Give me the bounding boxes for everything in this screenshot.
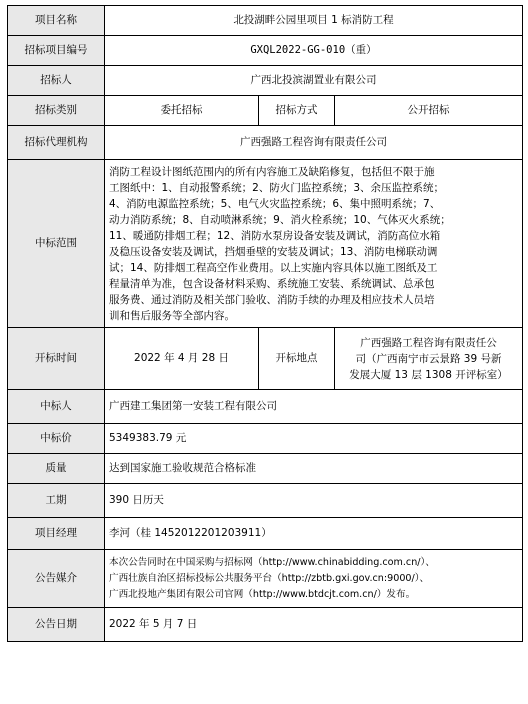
tender-method-label: 招标方式 bbox=[259, 96, 335, 126]
scope-label: 中标范围 bbox=[8, 160, 105, 328]
tender-no-value: GXQL2022-GG-010（重） bbox=[105, 36, 523, 66]
row-project-name bbox=[8, 6, 523, 36]
date-value: 2022 年 5 月 7 日 bbox=[105, 608, 523, 642]
price-label: 中标价 bbox=[8, 424, 105, 454]
scope-value: 消防工程设计图纸范围内的所有内容施工及缺陷修复，包括但不限于施 工图纸中：1、自动报警系统；2、防火门监控系统；3、余压监控系统； 4、消防电源监控系统；5、电气火灾监控系统；6、集中照明系统；7、 动力消防系统；8、自动喷淋系统；9、消火栓系统；10、气体灭火系统； 11、暖通防排烟工程；12、消防水泵房设备安装及调试，消防高位水箱 及稳压设备安装及调试，挡烟垂壁的安装及调试；13、消防电梯联动调 试；14、防排烟工程高空作业费用。以上实施内容具体以施工图纸及工 程量清单为准，包含设备材料采购、系统施工安装、系统调试、总承包 服务费、通过消防及相关部门验收、消防手续的办理及相应技术人员培 训和售后服务等全部内容。 bbox=[105, 160, 523, 328]
row-media bbox=[8, 550, 523, 608]
row-duration bbox=[8, 484, 523, 518]
tenderer-label: 招标人 bbox=[8, 66, 105, 96]
row-quality bbox=[8, 454, 523, 484]
opening-place-label: 开标地点 bbox=[259, 328, 335, 390]
tender-type-label: 招标类别 bbox=[8, 96, 105, 126]
opening-time-label: 开标时间 bbox=[8, 328, 105, 390]
winner-value: 广西建工集团第一安装工程有限公司 bbox=[105, 390, 523, 424]
row-date bbox=[8, 608, 523, 642]
tender-no-label: 招标项目编号 bbox=[8, 36, 105, 66]
date-label: 公告日期 bbox=[8, 608, 105, 642]
opening-time-value: 2022 年 4 月 28 日 bbox=[105, 328, 259, 390]
project-name-label: 项目名称 bbox=[8, 6, 105, 36]
row-tender-no bbox=[8, 36, 523, 66]
price-value: 5349383.79 元 bbox=[105, 424, 523, 454]
award-info-table bbox=[7, 5, 523, 642]
manager-value: 李河（桂 1452012201203911） bbox=[105, 518, 523, 550]
opening-place-value: 广西强路工程咨询有限责任公 司（广西南宁市云景路 39 号新 发展大厦 13 层 1308 开评标室） bbox=[335, 328, 523, 390]
agency-label: 招标代理机构 bbox=[8, 126, 105, 160]
row-agency bbox=[8, 126, 523, 160]
media-value: 本次公告同时在中国采购与招标网（http://www.chinabidding.com.cn/）、 广西壮族自治区招标投标公共服务平台（http://zbtb.gxi.gov.cn:9000/）、 广西北投地产集团有限公司官网（http://www.btdcjt.com.cn/）发布。 bbox=[105, 550, 523, 608]
row-tenderer bbox=[8, 66, 523, 96]
tender-method-value: 公开招标 bbox=[335, 96, 523, 126]
agency-value: 广西强路工程咨询有限责任公司 bbox=[105, 126, 523, 160]
duration-label: 工期 bbox=[8, 484, 105, 518]
project-name-value: 北投湖畔公园里项目 1 标消防工程 bbox=[105, 6, 523, 36]
winner-label: 中标人 bbox=[8, 390, 105, 424]
row-manager bbox=[8, 518, 523, 550]
tenderer-value: 广西北投滨湖置业有限公司 bbox=[105, 66, 523, 96]
row-price bbox=[8, 424, 523, 454]
quality-label: 质量 bbox=[8, 454, 105, 484]
row-winner bbox=[8, 390, 523, 424]
quality-value: 达到国家施工验收规范合格标准 bbox=[105, 454, 523, 484]
duration-value: 390 日历天 bbox=[105, 484, 523, 518]
row-opening bbox=[8, 328, 523, 390]
row-tender-type bbox=[8, 96, 523, 126]
row-scope bbox=[8, 160, 523, 328]
manager-label: 项目经理 bbox=[8, 518, 105, 550]
tender-type-value: 委托招标 bbox=[105, 96, 259, 126]
media-label: 公告媒介 bbox=[8, 550, 105, 608]
